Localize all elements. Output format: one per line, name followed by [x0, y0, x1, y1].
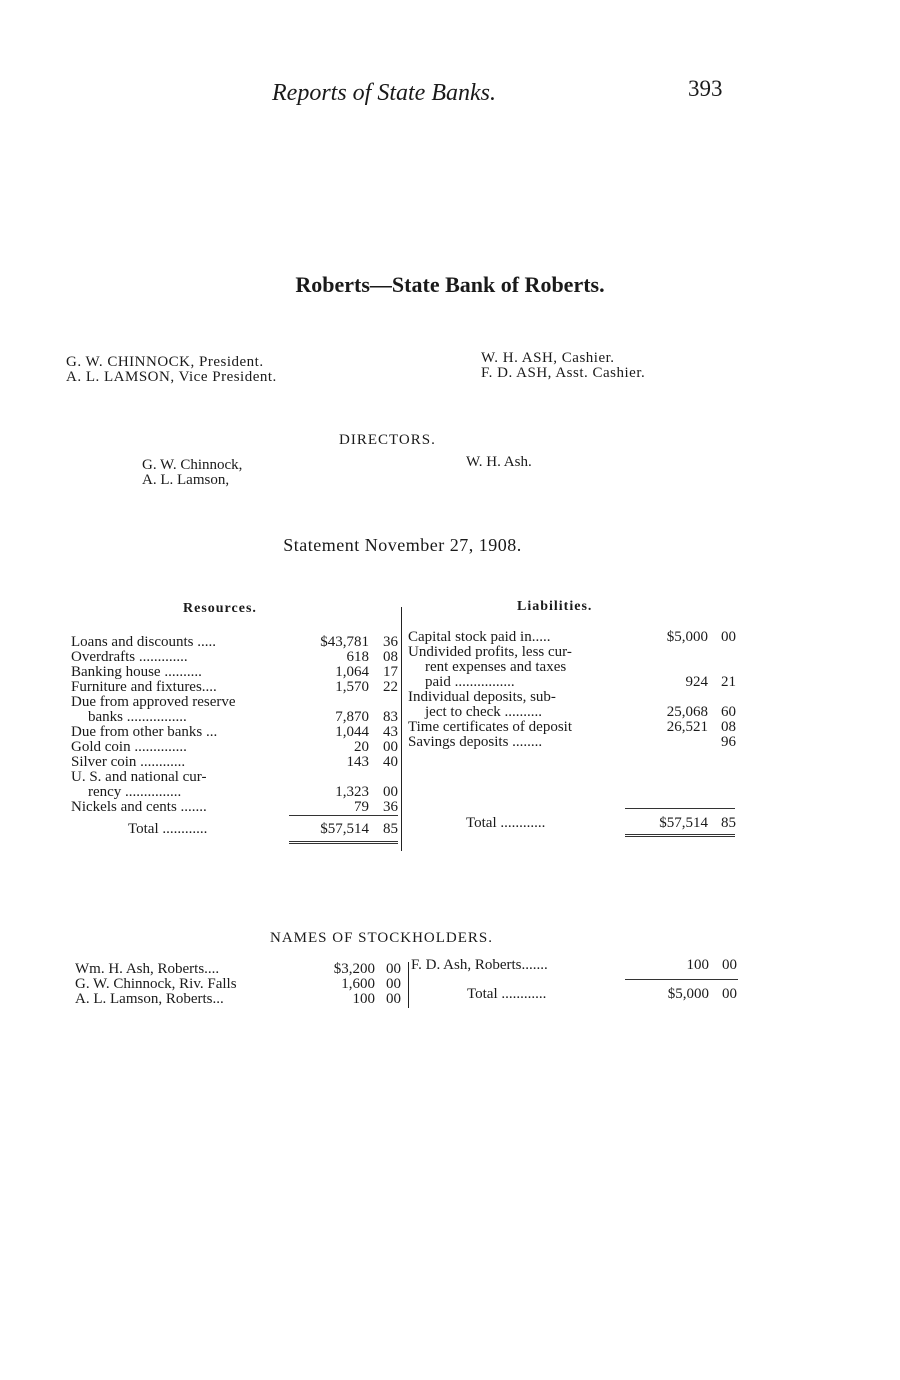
officer-president: G. W. CHINNOCK, President. [66, 354, 264, 370]
table-row [408, 630, 740, 645]
stockholders-heading: NAMES OF STOCKHOLDERS. [270, 930, 494, 946]
row-label: Nickels and cents ....... [71, 799, 207, 815]
row-label: Individual deposits, sub- [408, 689, 556, 705]
resources-table [71, 635, 401, 815]
row-label: Gold coin .............. [71, 739, 187, 755]
officer-vice-president: A. L. LAMSON, Vice President. [66, 369, 277, 385]
row-cents: 83 [383, 709, 398, 725]
row-label: Capital stock paid in..... [408, 629, 551, 645]
officer-cashier: W. H. ASH, Cashier. [481, 350, 615, 366]
row-label: Silver coin ............ [71, 754, 186, 770]
row-label: Time certificates of deposit [408, 719, 572, 735]
table-row [71, 740, 401, 755]
row-label: Banking house .......... [71, 664, 202, 680]
director-item: A. L. Lamson, [142, 472, 230, 488]
row-dollars: $43,781 [320, 634, 369, 650]
stockholder-dollars: 100 [686, 957, 709, 973]
stockholder-cents: 00 [722, 957, 737, 973]
list-item [75, 977, 405, 992]
total-cents: 85 [383, 821, 398, 837]
row-cents: 08 [383, 649, 398, 665]
row-cents: 00 [721, 629, 736, 645]
stockholder-cents: 00 [386, 961, 401, 977]
row-label: rent expenses and taxes [425, 659, 567, 675]
table-row [408, 705, 740, 720]
row-cents: 00 [383, 784, 398, 800]
total-double-rule [625, 834, 735, 837]
row-cents: 40 [383, 754, 398, 770]
stockholder-name: F. D. Ash, Roberts....... [411, 957, 548, 973]
row-label: Due from other banks ... [71, 724, 218, 740]
column-divider [401, 607, 402, 851]
stockholder-dollars: 100 [352, 991, 375, 1007]
table-row [408, 675, 740, 690]
table-row [71, 635, 401, 650]
row-cents: 08 [721, 719, 736, 735]
total-rule [625, 808, 735, 809]
total-label: Total ............ [128, 821, 208, 837]
page-number: 393 [688, 76, 723, 101]
row-dollars: 618 [346, 649, 369, 665]
row-dollars: 25,068 [666, 704, 708, 720]
liabilities-table [408, 630, 740, 750]
table-row [71, 695, 401, 710]
row-label: Loans and discounts ..... [71, 634, 216, 650]
table-row [71, 665, 401, 680]
row-dollars: 1,570 [335, 679, 369, 695]
row-cents: 60 [721, 704, 736, 720]
row-dollars: 79 [354, 799, 369, 815]
row-dollars: 20 [354, 739, 369, 755]
total-label: Total ............ [466, 815, 546, 831]
table-row [71, 785, 401, 800]
running-title: Reports of State Banks. [272, 80, 496, 106]
stockholder-name: G. W. Chinnock, Riv. Falls [75, 976, 237, 992]
total-rule [289, 815, 398, 816]
row-dollars: 7,870 [335, 709, 369, 725]
row-dollars: 1,064 [335, 664, 369, 680]
list-item [411, 958, 741, 973]
list-item [75, 962, 405, 977]
row-cents: 36 [383, 634, 398, 650]
row-label: Due from approved reserve [71, 694, 236, 710]
total-label: Total ............ [467, 986, 547, 1002]
stockholder-name: A. L. Lamson, Roberts... [75, 991, 224, 1007]
table-row [71, 770, 401, 785]
row-dollars: 26,521 [666, 719, 708, 735]
stockholders-total-row [411, 987, 741, 1002]
total-dollars: $5,000 [667, 986, 709, 1002]
stockholder-name: Wm. H. Ash, Roberts.... [75, 961, 220, 977]
statement-title: Statement November 27, 1908. [283, 535, 522, 555]
row-cents: 00 [383, 739, 398, 755]
stockholder-dollars: $3,200 [333, 961, 375, 977]
directors-heading: DIRECTORS. [339, 432, 436, 448]
row-label: rency ............... [88, 784, 182, 800]
row-label: Undivided profits, less cur- [408, 644, 572, 660]
row-dollars: 143 [346, 754, 369, 770]
list-item [75, 992, 405, 1007]
total-rule [625, 979, 738, 980]
total-dollars: $57,514 [320, 821, 369, 837]
row-dollars: 1,323 [335, 784, 369, 800]
stockholder-cents: 00 [386, 991, 401, 1007]
total-cents: 85 [721, 815, 736, 831]
row-dollars: 1,044 [335, 724, 369, 740]
director-item: G. W. Chinnock, [142, 457, 243, 473]
stockholder-dollars: 1,600 [341, 976, 375, 992]
row-label: ject to check .......... [425, 704, 543, 720]
row-cents: 96 [721, 734, 736, 750]
table-row [71, 755, 401, 770]
row-cents: 36 [383, 799, 398, 815]
stockholder-cents: 00 [386, 976, 401, 992]
total-cents: 00 [722, 986, 737, 1002]
row-dollars: $5,000 [666, 629, 708, 645]
row-cents: 17 [383, 664, 398, 680]
stockholders-right-list [411, 958, 741, 973]
table-row [408, 660, 740, 675]
table-row [408, 720, 740, 735]
total-double-rule [289, 841, 398, 844]
row-dollars: 924 [685, 674, 708, 690]
row-cents: 21 [721, 674, 736, 690]
row-label: Furniture and fixtures.... [71, 679, 217, 695]
table-row [71, 800, 401, 815]
row-label: banks ................ [88, 709, 187, 725]
officer-asst-cashier: F. D. ASH, Asst. Cashier. [481, 365, 646, 381]
table-row [71, 650, 401, 665]
row-label: U. S. and national cur- [71, 769, 207, 785]
table-row [71, 725, 401, 740]
table-row [71, 710, 401, 725]
row-label: paid ................ [425, 674, 515, 690]
row-cents: 22 [383, 679, 398, 695]
liabilities-heading: Liabilities. [517, 599, 593, 614]
table-row [408, 645, 740, 660]
bank-title: Roberts—State Bank of Roberts. [295, 272, 605, 297]
row-cents: 43 [383, 724, 398, 740]
resources-heading: Resources. [183, 601, 257, 616]
row-label: Overdrafts ............. [71, 649, 188, 665]
table-row [408, 735, 740, 750]
director-item: W. H. Ash. [466, 454, 532, 470]
total-dollars: $57,514 [659, 815, 708, 831]
stockholders-divider [408, 962, 409, 1008]
stockholders-left-list [75, 962, 405, 1007]
table-row [71, 680, 401, 695]
liabilities-total-row [408, 816, 740, 831]
table-row [408, 690, 740, 705]
resources-total-row [71, 822, 401, 837]
row-label: Savings deposits ........ [408, 734, 543, 750]
